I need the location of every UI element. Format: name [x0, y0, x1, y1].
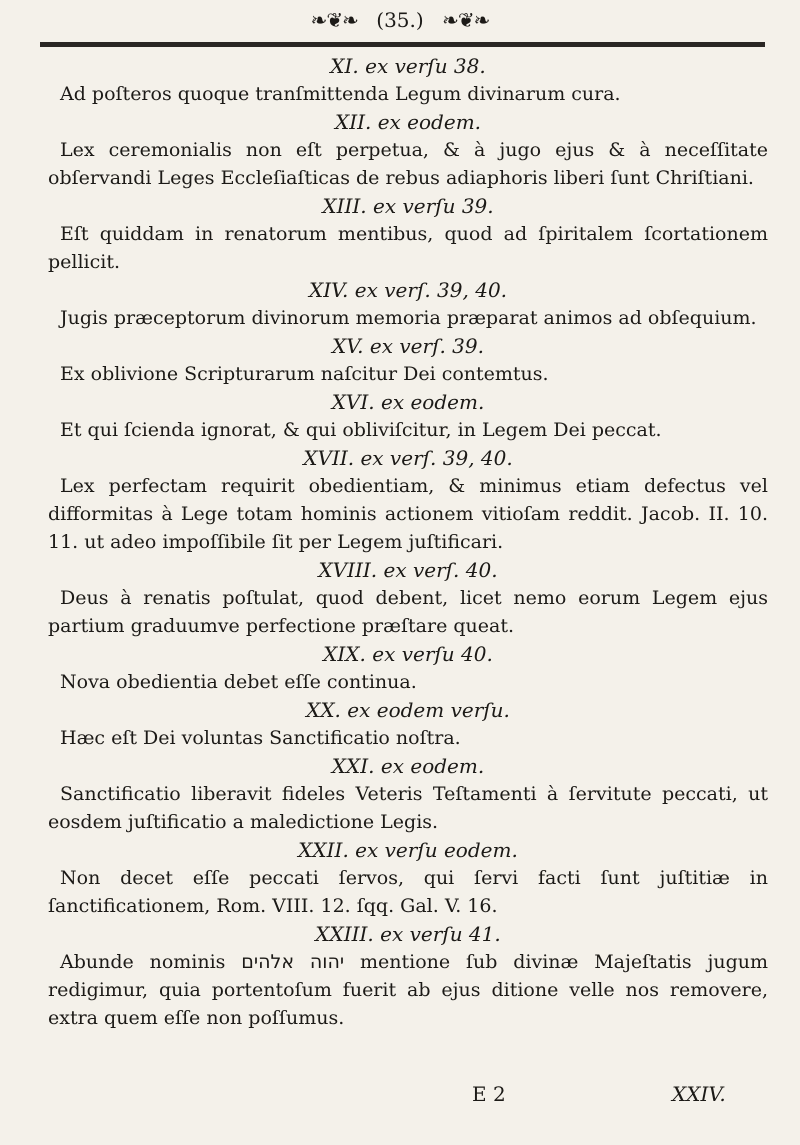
thesis-heading: XI. ex verſu 38.	[330, 54, 486, 78]
thesis-text: Jugis præceptorum divinorum memoria præparat animos ad obſequium.	[60, 307, 757, 329]
ornament-right: ❧❦❧	[442, 8, 490, 32]
thesis-text: Lex perfectam requirit obedientiam, & minimus etiam defectus vel difformitas à Lege totam hominis actionem vitioſam reddit. Jacob. II. 10. 11. ut adeo impoſſibile ſit per Legem juſtificari.	[48, 475, 768, 553]
page-header	[0, 8, 800, 32]
page-footer	[0, 1082, 800, 1112]
signature-mark: E 2	[472, 1082, 506, 1106]
thesis-heading: XXIII. ex verſu 41.	[315, 922, 501, 946]
thesis-text: Deus à renatis poſtulat, quod debent, licet nemo eorum Legem ejus partium graduumve perfectione præſtare queat.	[48, 587, 768, 637]
thesis-text: Et qui ſcienda ignorat, & qui obliviſcitur, in Legem Dei peccat.	[60, 419, 662, 441]
text-before-hebrew: Abunde nominis	[60, 951, 226, 973]
thesis-heading: XXI. ex eodem.	[331, 754, 485, 778]
thesis-heading: XVI. ex eodem.	[331, 390, 485, 414]
thesis-heading: XIV. ex verſ. 39, 40.	[308, 278, 508, 302]
ornament-left: ❧❦❧	[310, 8, 358, 32]
thesis-text: Lex ceremonialis non eſt perpetua, & à jugo ejus & à neceſſitate obſervandi Leges Eccleſiaſticas de rebus adiaphoris liberi ſunt Chriſtiani.	[48, 139, 768, 189]
thesis-heading: XIII. ex verſu 39.	[322, 194, 494, 218]
thesis-text: Ex oblivione Scripturarum naſcitur Dei contemtus.	[60, 363, 549, 385]
theses-body	[48, 52, 768, 1032]
thesis-text: Ad poſteros quoque tranſmittenda Legum divinarum cura.	[60, 83, 621, 105]
page-number: (35.)	[376, 8, 424, 32]
thesis-heading: XXII. ex verſu eodem.	[298, 838, 518, 862]
thesis-heading: XVII. ex verſ. 39, 40.	[303, 446, 513, 470]
thesis-heading: XII. ex eodem.	[334, 110, 482, 134]
thesis-text: Nova obedientia debet eſſe continua.	[60, 671, 417, 693]
thesis-heading: XV. ex verſ. 39.	[332, 334, 484, 358]
thesis-heading: XIX. ex verſu 40.	[323, 642, 493, 666]
thesis-text: Sanctificatio liberavit fideles Veteris Teſtamenti à ſervitute peccati, ut eosdem juſtificatio a maledictione Legis.	[48, 783, 768, 833]
header-rule	[40, 42, 765, 47]
thesis-heading: XX. ex eodem verſu.	[306, 698, 510, 722]
catchword: XXIV.	[672, 1082, 726, 1106]
thesis-text: Hæc eſt Dei voluntas Sanctificatio noſtra.	[60, 727, 461, 749]
thesis-text: Eſt quiddam in renatorum mentibus, quod ad ſpiritalem ſcortationem pellicit.	[48, 223, 768, 273]
hebrew-divine-name: יהוה אלהים	[241, 951, 345, 973]
thesis-text: Non decet eſſe peccati ſervos, qui ſervi facti ſunt juſtitiæ in ſanctificationem, Rom. VIII. 12. ſqq. Gal. V. 16.	[48, 867, 768, 917]
thesis-heading: XVIII. ex verſ. 40.	[318, 558, 498, 582]
text-after-hebrew: mentione ſub divinæ Majeſtatis jugum redigimur, quia portentoſum fuerit ab ejus ditione velle nos removere, extra quem eſſe non poſſumus.	[48, 951, 768, 1029]
thesis-text	[48, 948, 768, 1032]
